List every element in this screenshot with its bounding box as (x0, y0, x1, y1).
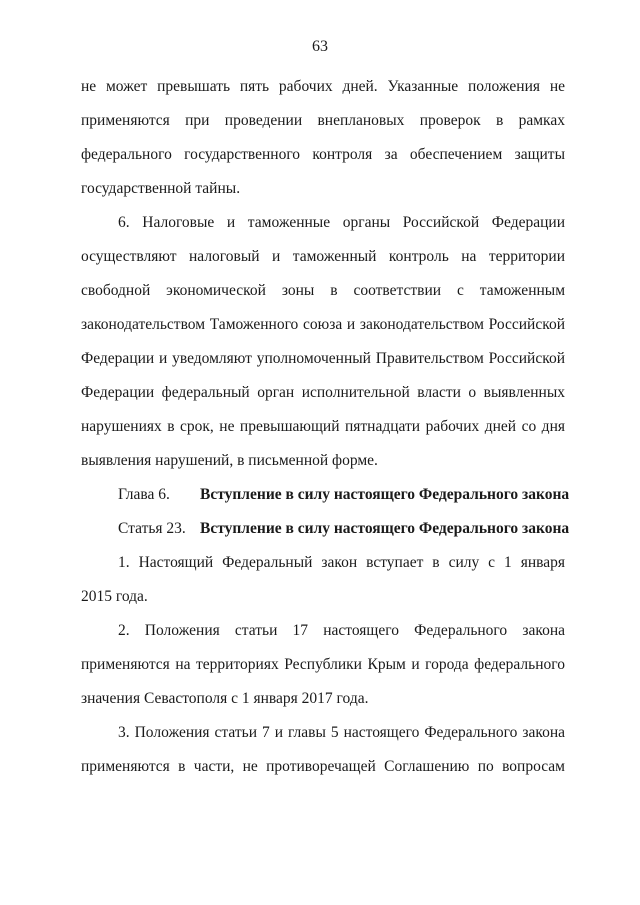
chapter-heading (81, 478, 570, 512)
text-line: 6. Налоговые и таможенные органы Российской Федерации (118, 214, 565, 231)
text-line: Федерации федеральный орган исполнительной власти о выявленных (81, 384, 565, 401)
article-heading (81, 512, 570, 546)
document-body (81, 70, 570, 784)
text-line: применяются в части, не противоречащей Соглашению по вопросам (81, 758, 565, 775)
paragraph-item-2 (81, 614, 565, 716)
text-line: государственной тайны. (81, 180, 241, 197)
text-line: 2015 года. (81, 588, 148, 605)
article-label: Статья 23. (118, 520, 186, 537)
chapter-label: Глава 6. (118, 486, 170, 503)
paragraph-item-1 (81, 546, 565, 614)
text-line: применяются при проведении внеплановых проверок в рамках (81, 112, 565, 129)
text-line: осуществляют налоговый и таможенный контроль на территории (81, 248, 565, 265)
text-line: выявления нарушений, в письменной форме. (81, 452, 378, 469)
text-line: значения Севастополя с 1 января 2017 года. (81, 690, 369, 707)
text-line: 3. Положения статьи 7 и главы 5 настоящего Федерального закона (118, 724, 565, 741)
article-title: Вступление в силу настоящего Федерального закона (200, 520, 570, 537)
text-line: законодательством Таможенного союза и законодательством Российской (81, 316, 565, 333)
text-line: Федерации и уведомляют уполномоченный Правительством Российской (81, 350, 565, 367)
chapter-title: Вступление в силу настоящего Федерального закона (200, 486, 570, 503)
text-line: федерального государственного контроля за обеспечением защиты (81, 146, 565, 163)
text-line: 2. Положения статьи 17 настоящего Федерального закона (118, 622, 565, 639)
paragraph-continuation (81, 70, 565, 206)
text-line: свободной экономической зоны в соответствии с таможенным (81, 282, 565, 299)
text-line: применяются на территориях Республики Крым и города федерального (81, 656, 565, 673)
paragraph-item-6 (81, 206, 565, 478)
text-line: 1. Настоящий Федеральный закон вступает в силу с 1 января (118, 554, 565, 571)
paragraph-item-3 (81, 716, 565, 784)
text-line: не может превышать пять рабочих дней. Указанные положения не (81, 78, 565, 95)
page-number: 63 (312, 38, 328, 55)
text-line: нарушениях в срок, не превышающий пятнадцати рабочих дней со дня (81, 418, 565, 435)
